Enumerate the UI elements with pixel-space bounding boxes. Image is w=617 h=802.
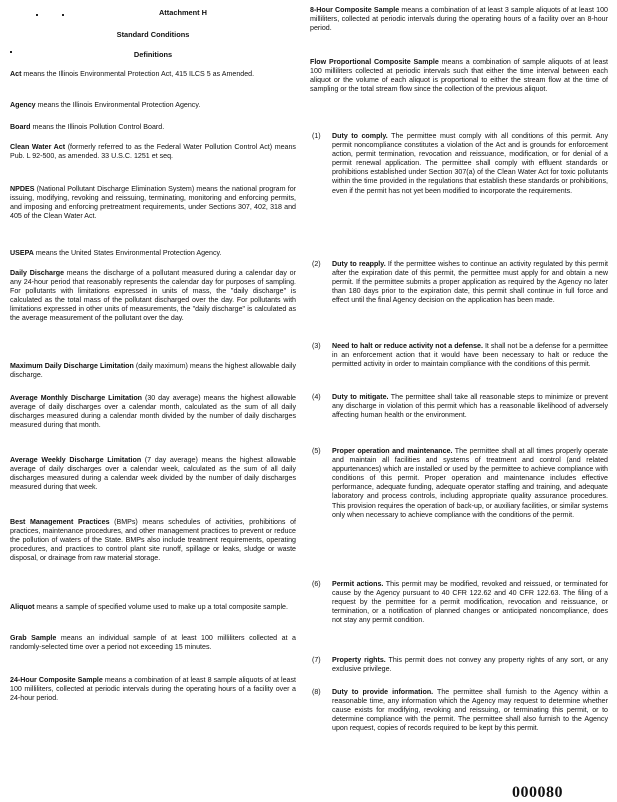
condition-number: (7) <box>312 656 321 664</box>
condition-number: (2) <box>312 260 321 268</box>
definition-usepa: USEPA means the United States Environmental Protection Agency. <box>10 249 222 257</box>
definition-average-monthly: Average Monthly Discharge Limitation (30 day average) means the highest allowable average of daily discharges over a calendar month, calculated as the sum of all daily discharges measured during a calendar month divided by the number of daily discharges measured during that month. <box>10 394 297 430</box>
condition-text: Need to halt or reduce activity not a defense. It shall not be a defense for a permittee in an enforcement action that it would have been necessary to halt or reduce the permitted activity in order to maintain compliance with the conditions of this permit. <box>332 342 608 369</box>
definition-24-hour-composite: 24-Hour Composite Sample means a combination of at least 8 sample aliquots of at least 100 milliliters, collected at periodic intervals during the operating hours of a facility over a 24-hour period. <box>10 676 296 703</box>
condition-text: Property rights. This permit does not convey any property rights of any sort, or any exclusive privilege. <box>332 656 608 674</box>
definition-maximum-daily: Maximum Daily Discharge Limitation (daily maximum) means the highest allowable daily discharge. <box>10 362 297 380</box>
condition-text: Duty to comply. The permittee must comply with all conditions of this permit. Any permit noncompliance constitutes a violation of the Act and is grounds for enforcement action, permit termination, revocation and reissuance, modification, or for denial of a permit renewal application. The permittee shall comply with effluent standards or prohibitions established under Section 307(a) of the Clean Water Act for toxic pollutants within the time provided in the regulations that establish these standards or prohibitions, even if the permit has not yet been modified to incorporate the requirements. <box>332 132 608 195</box>
condition-text: Duty to provide information. The permittee shall furnish to the Agency within a reasonable time, any information which the Agency may request to determine whether cause exists for modifying, revoking and reissuing, or terminating this permit, or to determine compliance with the permit. The permittee shall also furnish to the Agency upon request, copies of records required to be kept by this permit. <box>332 688 608 733</box>
condition-text: Duty to mitigate. The permittee shall take all reasonable steps to minimize or prevent any discharge in violation of this permit which has a reasonable likelihood of adversely affecting human health or the environment. <box>332 393 608 420</box>
definition-npdes: NPDES (National Pollutant Discharge Elimination System) means the national program for issuing, modifying, revoking and reissuing, terminating, monitoring and enforcing permits, and imposing and enforcing pretreatment requirements, under Sections 307, 402, 318 and 405 of the Clean Water Act. <box>10 185 296 221</box>
condition-number: (5) <box>312 447 321 455</box>
condition-number: (4) <box>312 393 321 401</box>
condition-text: Duty to reapply. If the permittee wishes to continue an activity regulated by this permit after the expiration date of this permit, the permittee must apply for and obtain a new permit. If the permittee submits a proper application as required by the Agency no later than 180 days prior to the expiration date, this permit shall continue in full force and effect until the final Agency decision on the application has been made. <box>332 260 608 305</box>
definition-average-weekly: Average Weekly Discharge Limitation (7 day average) means the highest allowable average of daily discharges over a calendar week, calculated as the sum of all daily discharges measured during a calendar week divided by the number of daily discharges measured during that week. <box>10 456 296 492</box>
definition-flow-proportional: Flow Proportional Composite Sample means a combination of sample aliquots of at least 100 milliliters collected at periodic intervals such that either the time interval between each aliquot or the volume of each aliquot is proportional to either the stream flow at the time of sampling or the total stream flow since the collection of the previous aliquot. <box>310 58 609 94</box>
condition-number: (6) <box>312 580 321 588</box>
page-stamp-number: 000080 <box>512 784 563 801</box>
definition-aliquot: Aliquot means a sample of specified volume used to make up a total composite sample. <box>10 603 288 611</box>
condition-number: (1) <box>312 132 321 140</box>
definition-agency: Agency means the Illinois Environmental Protection Agency. <box>10 101 201 109</box>
definition-board: Board means the Illinois Pollution Control Board. <box>10 123 165 131</box>
attachment-label: Attachment H <box>158 8 208 17</box>
condition-text: Permit actions. This permit may be modified, revoked and reissued, or terminated for cause by the Agency pursuant to 40 CFR 122.62 and 40 CFR 122.63. The filing of a request by the permittee for a permit modification, revocation and reissuance, or termination, or a notification of planned changes or anticipated noncompliance, does not stay any permit condition. <box>332 580 609 625</box>
definition-8-hour-composite: 8-Hour Composite Sample means a combination of at least 3 sample aliquots of at least 100 milliliters, collected at periodic intervals during the operating hours of a facility over an 8-hour period. <box>310 6 609 33</box>
definitions-heading: Definitions <box>133 50 173 59</box>
definition-daily-discharge: Daily Discharge means the discharge of a pollutant measured during a calendar day or any 24-hour period that reasonably represents the calendar day for purposes of sampling. For pollutants with limitations expressed in units of mass, the "daily discharge" is calculated as the total mass of the pollutant discharged over the day. For pollutants with limitations expressed in other units of measurements, the "daily discharge" is calculated as the average measurement of the pollutant over the day. <box>10 269 296 323</box>
definition-bmps: Best Management Practices (BMPs) means schedules of activities, prohibitions of practices, maintenance procedures, and other management practices to prevent or reduce the pollution of waters of the State. BMPs also include treatment requirements, operating procedures, and practices to control plant site runoff, spillage or leaks, sludge or waste disposal, or drainage from raw material storage. <box>10 518 296 563</box>
condition-text: Proper operation and maintenance. The permittee shall at all times properly operate and maintain all facilities and systems of treatment and control (and related appurtenances) which are installed or used by the permittee to achieve compliance with conditions of this permit. Proper operation and maintenance includes effective performance, adequate funding, adequate operator staffing and training, and adequate laboratory and process controls, including appropriate quality assurance procedures. This provision requires the operation of back-up, or auxiliary facilities, or similar systems only when necessary to achieve compliance with the conditions of the permit. <box>332 447 608 519</box>
condition-number: (8) <box>312 688 321 696</box>
scan-speck <box>36 14 38 16</box>
definition-clean-water-act: Clean Water Act (formerly referred to as the Federal Water Pollution Control Act) means Pub. L 92-500, as amended. 33 U.S.C. 1251 et seq. <box>10 143 296 161</box>
definition-act: Act means the Illinois Environmental Protection Act, 415 ILCS 5 as Amended. <box>10 70 255 78</box>
definition-grab-sample: Grab Sample means an individual sample of at least 100 milliliters collected at a randomly-selected time over a period not exceeding 15 minutes. <box>10 634 296 652</box>
condition-number: (3) <box>312 342 321 350</box>
page-title: Standard Conditions <box>116 30 190 39</box>
